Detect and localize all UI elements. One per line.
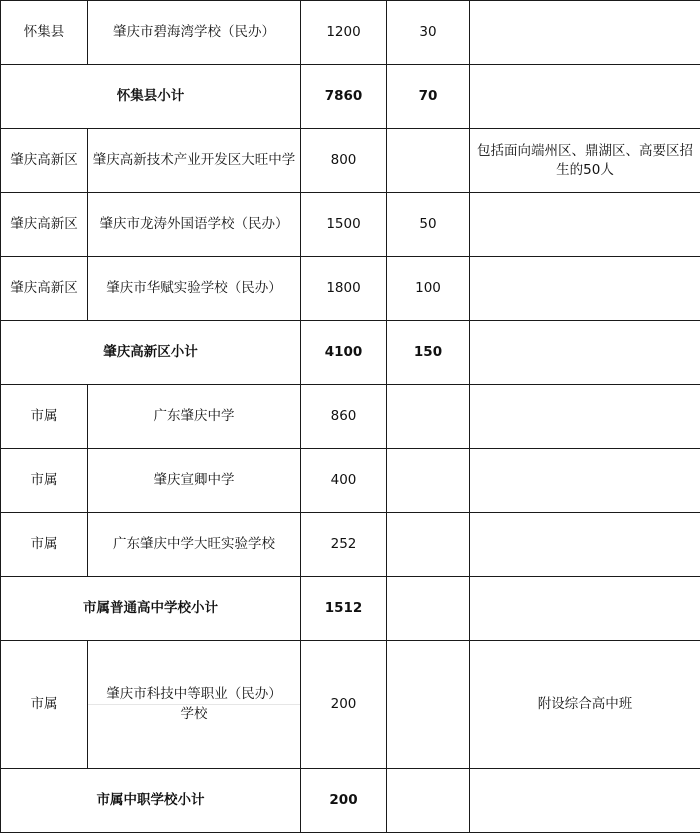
extra-cell [387,577,470,641]
plan-cell: 1800 [301,257,387,321]
school-cell: 广东肇庆中学大旺实验学校 [88,513,301,577]
plan-cell: 4100 [301,321,387,385]
extra-cell: 150 [387,321,470,385]
plan-cell: 252 [301,513,387,577]
extra-cell: 70 [387,65,470,129]
plan-cell: 860 [301,385,387,449]
extra-cell [387,129,470,193]
extra-cell [387,513,470,577]
subtotal-row [1,65,700,129]
table-row [1,385,700,449]
note-cell [470,1,700,65]
plan-cell: 200 [301,641,387,769]
extra-cell: 100 [387,257,470,321]
table-row [1,129,700,193]
table-row [1,1,700,65]
school-cell [88,641,301,769]
extra-cell: 50 [387,193,470,257]
plan-cell: 1512 [301,577,387,641]
note-cell [470,321,700,385]
table-row [1,641,700,769]
extra-cell: 30 [387,1,470,65]
school-cell: 肇庆市碧海湾学校（民办） [88,1,301,65]
subtotal-row [1,769,700,833]
school-cell: 肇庆市华赋实验学校（民办） [88,257,301,321]
table-row [1,257,700,321]
plan-cell: 800 [301,129,387,193]
note-cell [470,769,700,833]
plan-cell: 1200 [301,1,387,65]
school-cell: 肇庆市龙涛外国语学校（民办） [88,193,301,257]
district-cell: 市属 [1,385,88,449]
school-name-line-2: 学校 [88,704,300,724]
extra-cell [387,769,470,833]
school-cell: 广东肇庆中学 [88,385,301,449]
subtotal-row [1,577,700,641]
table-row [1,449,700,513]
table-row [1,193,700,257]
district-cell: 肇庆高新区 [1,193,88,257]
note-cell [470,257,700,321]
district-cell: 市属 [1,513,88,577]
district-cell: 市属 [1,641,88,769]
plan-cell: 200 [301,769,387,833]
plan-cell: 1500 [301,193,387,257]
school-cell: 肇庆宣卿中学 [88,449,301,513]
subtotal-label: 市属普通高中学校小计 [1,577,301,641]
subtotal-label: 市属中职学校小计 [1,769,301,833]
note-cell [470,513,700,577]
subtotal-label: 怀集县小计 [1,65,301,129]
note-cell [470,385,700,449]
district-cell: 肇庆高新区 [1,129,88,193]
note-cell: 附设综合高中班 [470,641,700,769]
extra-cell [387,641,470,769]
district-cell: 怀集县 [1,1,88,65]
note-cell: 包括面向端州区、鼎湖区、高要区招生的50人 [470,129,700,193]
note-cell [470,193,700,257]
district-cell: 市属 [1,449,88,513]
district-cell: 肇庆高新区 [1,257,88,321]
extra-cell [387,385,470,449]
note-cell [470,577,700,641]
subtotal-row [1,321,700,385]
extra-cell [387,449,470,513]
note-cell [470,449,700,513]
school-cell: 肇庆高新技术产业开发区大旺中学 [88,129,301,193]
plan-cell: 400 [301,449,387,513]
subtotal-label: 肇庆高新区小计 [1,321,301,385]
school-name-line-1: 肇庆市科技中等职业（民办） [106,686,282,702]
note-cell [470,65,700,129]
plan-cell: 7860 [301,65,387,129]
table-row [1,513,700,577]
